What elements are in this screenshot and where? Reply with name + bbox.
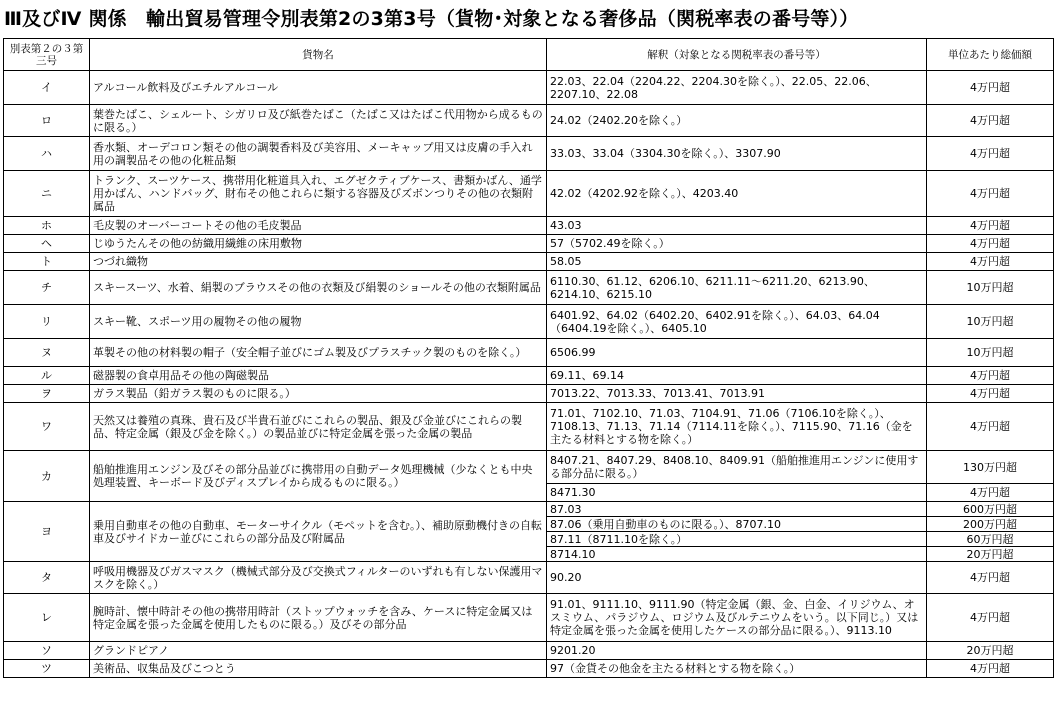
row-item-name: アルコール飲料及びエチルアルコール: [90, 71, 547, 105]
row-price: 10万円超: [927, 305, 1054, 339]
row-interpretation: 87.11（8711.10を除く。）: [547, 532, 927, 547]
row-code: ヘ: [4, 235, 90, 253]
row-interpretation: 71.01、7102.10、71.03、7104.91、71.06（7106.10を除く。）、7108.13、71.13、71.14（7114.11を除く。）、7115.90、71.16（金を主たる材料とする物を除く。）: [547, 403, 927, 451]
header-row: [4, 39, 1054, 71]
table-body: [4, 71, 1054, 678]
table-row: [4, 137, 1054, 171]
row-code: ソ: [4, 642, 90, 660]
row-code: ホ: [4, 217, 90, 235]
row-item-name: 革製その他の材料製の帽子（安全帽子並びにゴム製及びプラスチック製のものを除く。）: [90, 339, 547, 367]
row-item-name: 乗用自動車その他の自動車、モーターサイクル（モペットを含む。）、補助原動機付きの自転車及びサイドカー並びにこれらの部分品及び附属品: [90, 502, 547, 562]
row-interpretation: 7013.22、7013.33、7013.41、7013.91: [547, 385, 927, 403]
row-price: 4万円超: [927, 105, 1054, 137]
row-code: タ: [4, 562, 90, 594]
row-code: ツ: [4, 660, 90, 678]
row-code: ヌ: [4, 339, 90, 367]
row-item-name: ガラス製品（鉛ガラス製のものに限る。）: [90, 385, 547, 403]
row-interpretation: 58.05: [547, 253, 927, 271]
table-row: [4, 253, 1054, 271]
row-interpretation: 87.03: [547, 502, 927, 517]
header-interp: 解釈（対象となる関税率表の番号等）: [547, 39, 927, 71]
row-interpretation: 6506.99: [547, 339, 927, 367]
row-interpretation: 6401.92、64.02（6402.20、6402.91を除く。）、64.03、64.04（6404.19を除く。）、6405.10: [547, 305, 927, 339]
row-price: 4万円超: [927, 367, 1054, 385]
row-code: ニ: [4, 171, 90, 217]
row-interpretation: 8714.10: [547, 547, 927, 562]
table-row: [4, 660, 1054, 678]
row-interpretation: 57（5702.49を除く。）: [547, 235, 927, 253]
table-row: [4, 305, 1054, 339]
table-row: [4, 271, 1054, 305]
row-item-name: 天然又は養殖の真珠、貴石及び半貴石並びにこれらの製品、銀及び金並びにこれらの製品、特定金属（銀及び金を除く。）の製品並びに特定金属を張った金属の製品: [90, 403, 547, 451]
row-price: 130万円超: [927, 451, 1054, 484]
table-row: [4, 385, 1054, 403]
row-price: 4万円超: [927, 71, 1054, 105]
row-item-name: 腕時計、懐中時計その他の携帯用時計（ストップウォッチを含み、ケースに特定金属又は特定金属を張った金属を使用したものに限る。）及びその部分品: [90, 594, 547, 642]
row-item-name: 葉巻たばこ、シェルート、シガリロ及び紙巻たばこ（たばこ又はたばこ代用物から成るものに限る。）: [90, 105, 547, 137]
row-interpretation: 22.03、22.04（2204.22、2204.30を除く。）、22.05、22.06、2207.10、22.08: [547, 71, 927, 105]
row-interpretation: 8407.21、8407.29、8408.10、8409.91（船舶推進用エンジンに使用する部分品に限る。）: [547, 451, 927, 484]
header-code: 別表第２の３第三号: [4, 39, 90, 71]
row-price: 4万円超: [927, 484, 1054, 502]
table-row: [4, 403, 1054, 451]
row-item-name: グランドピアノ: [90, 642, 547, 660]
row-item-name: 船舶推進用エンジン及びその部分品並びに携帯用の自動データ処理機械（少なくとも中央処理装置、キーボード及びディスプレイから成るものに限る。）: [90, 451, 547, 502]
row-interpretation: 9201.20: [547, 642, 927, 660]
table-row: [4, 217, 1054, 235]
row-code: カ: [4, 451, 90, 502]
table-row: [4, 594, 1054, 642]
row-price: 200万円超: [927, 517, 1054, 532]
row-price: 4万円超: [927, 660, 1054, 678]
table-row: [4, 171, 1054, 217]
row-interpretation: 43.03: [547, 217, 927, 235]
row-interpretation: 42.02（4202.92を除く。）、4203.40: [547, 171, 927, 217]
row-item-name: つづれ織物: [90, 253, 547, 271]
row-price: 4万円超: [927, 217, 1054, 235]
row-item-name: スキースーツ、水着、絹製のブラウスその他の衣類及び絹製のショールその他の衣類附属品: [90, 271, 547, 305]
row-code: イ: [4, 71, 90, 105]
row-code: ヨ: [4, 502, 90, 562]
table-row: [4, 642, 1054, 660]
row-code: チ: [4, 271, 90, 305]
row-interpretation: 91.01、9111.10、9111.90（特定金属（銀、金、白金、イリジウム、オスミウム、パラジウム、ロジウム及びルテニウムをいう。以下同じ。）又は特定金属を張った金属を使用したケースの部分品に限る。）、9113.10: [547, 594, 927, 642]
row-code: ハ: [4, 137, 90, 171]
row-price: 4万円超: [927, 403, 1054, 451]
row-code: ヲ: [4, 385, 90, 403]
row-interpretation: 6110.30、61.12、6206.10、6211.11～6211.20、6213.90、6214.10、6215.10: [547, 271, 927, 305]
row-item-name: 呼吸用機器及びガスマスク（機械式部分及び交換式フィルターのいずれも有しない保護用マスクを除く。）: [90, 562, 547, 594]
row-price: 4万円超: [927, 594, 1054, 642]
row-item-name: トランク、スーツケース、携帯用化粧道具入れ、エグゼクティブケース、書類かばん、通学用かばん、ハンドバッグ、財布その他これらに類する容器及びズボンつりその他の衣類附属品: [90, 171, 547, 217]
row-price: 20万円超: [927, 547, 1054, 562]
row-interpretation: 33.03、33.04（3304.30を除く。）、3307.90: [547, 137, 927, 171]
row-code: レ: [4, 594, 90, 642]
row-item-name: 美術品、収集品及びこつとう: [90, 660, 547, 678]
header-item: 貨物名: [90, 39, 547, 71]
table-row: [4, 339, 1054, 367]
luxury-goods-table: [3, 38, 1054, 678]
row-interpretation: 69.11、69.14: [547, 367, 927, 385]
row-price: 10万円超: [927, 271, 1054, 305]
row-price: 600万円超: [927, 502, 1054, 517]
row-price: 4万円超: [927, 562, 1054, 594]
row-interpretation: 90.20: [547, 562, 927, 594]
row-interpretation: 87.06（乗用自動車のものに限る。）、8707.10: [547, 517, 927, 532]
row-interpretation: 24.02（2402.20を除く。）: [547, 105, 927, 137]
row-item-name: スキー靴、スポーツ用の履物その他の履物: [90, 305, 547, 339]
row-code: ト: [4, 253, 90, 271]
row-code: ワ: [4, 403, 90, 451]
row-price: 4万円超: [927, 171, 1054, 217]
row-price: 4万円超: [927, 253, 1054, 271]
table-row: [4, 235, 1054, 253]
table-row: [4, 451, 1054, 484]
row-item-name: じゆうたんその他の紡織用繊維の床用敷物: [90, 235, 547, 253]
row-price: 4万円超: [927, 385, 1054, 403]
row-price: 20万円超: [927, 642, 1054, 660]
row-code: ロ: [4, 105, 90, 137]
row-code: ル: [4, 367, 90, 385]
row-item-name: 香水類、オーデコロン類その他の調製香料及び美容用、メーキャップ用又は皮膚の手入れ用の調製品その他の化粧品類: [90, 137, 547, 171]
row-item-name: 毛皮製のオーバーコートその他の毛皮製品: [90, 217, 547, 235]
row-price: 4万円超: [927, 137, 1054, 171]
row-code: リ: [4, 305, 90, 339]
row-interpretation: 97（金貨その他金を主たる材料とする物を除く。）: [547, 660, 927, 678]
page-title: Ⅲ及びⅣ 関係 輸出貿易管理令別表第2の3第3号（貨物･対象となる奢侈品（関税率表の番号等））: [4, 8, 859, 30]
table-row: [4, 562, 1054, 594]
row-interpretation: 8471.30: [547, 484, 927, 502]
table-row: [4, 71, 1054, 105]
header-price: 単位あたり総価額: [927, 39, 1054, 71]
table-row: [4, 502, 1054, 517]
row-price: 10万円超: [927, 339, 1054, 367]
table-row: [4, 367, 1054, 385]
table-row: [4, 105, 1054, 137]
row-price: 4万円超: [927, 235, 1054, 253]
row-price: 60万円超: [927, 532, 1054, 547]
row-item-name: 磁器製の食卓用品その他の陶磁製品: [90, 367, 547, 385]
